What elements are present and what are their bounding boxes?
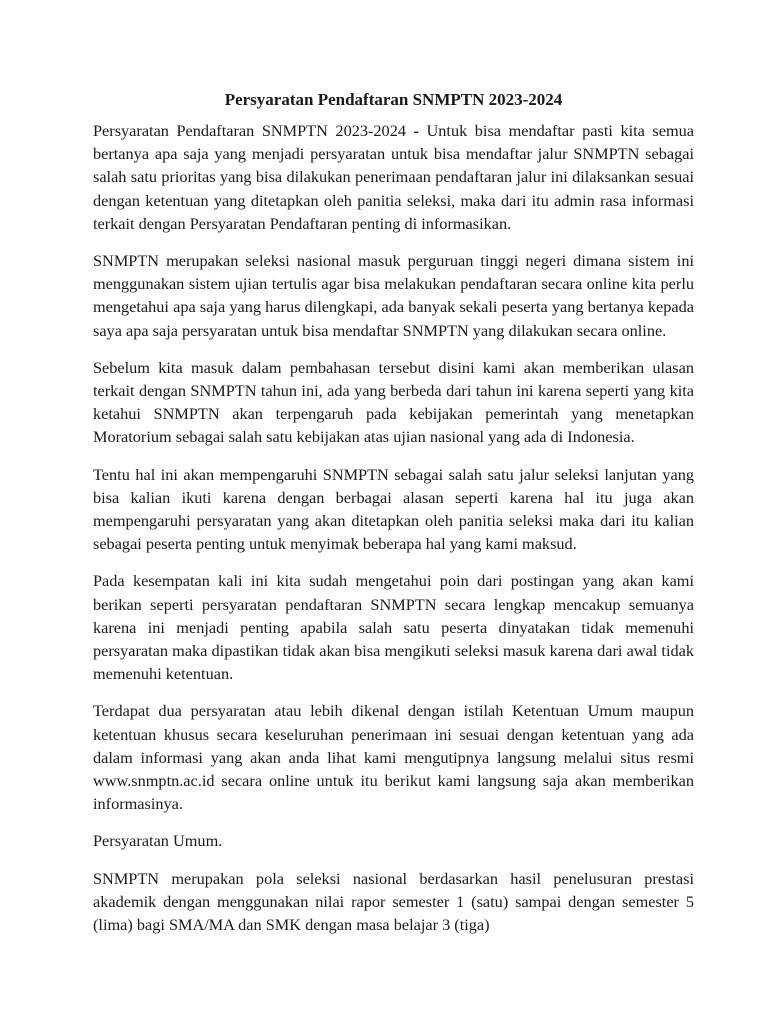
intro-separator: -	[405, 121, 427, 140]
paragraph: Tentu hal ini akan mempengaruhi SNMPTN sebagai salah satu jalur seleksi lanjutan yang bisa kalian ikuti karena dengan berbagai alasan seperti karena hal itu juga akan mempengaruhi persyaratan yang akan ditetapkan oleh panitia seleksi maka dari itu kalian sebagai peserta penting untuk menyimak beberapa hal yang kami maksud.	[93, 464, 694, 554]
paragraph: Pada kesempatan kali ini kita sudah mengetahui poin dari postingan yang akan kami berikan seperti persyaratan pendaftaran SNMPTN secara lengkap mencakup semuanya karena ini menjadi penting apabila salah satu peserta dinyatakan tidak memenuhi persyaratan maka dipastikan tidak akan bisa mengikuti seleksi masuk karena dari awal tidak memenuhi ketentuan.	[93, 571, 694, 684]
paragraph: Terdapat dua persyaratan atau lebih dikenal dengan istilah Ketentuan Umum maupun ketentuan khusus secara keseluruhan penerimaan ini sesuai dengan ketentuan yang ada dalam informasi yang akan anda lihat kami mengutipnya langsung melalui situs resmi www.snmptn.ac.id secara online untuk itu berikut kami langsung saja akan memberikan informasinya.	[93, 701, 694, 814]
section-heading: Persyaratan Umum.	[93, 831, 223, 851]
document-title: Persyaratan Pendaftaran SNMPTN 2023-2024	[224, 90, 563, 109]
paragraph: SNMPTN merupakan seleksi nasional masuk perguruan tinggi negeri dimana sistem ini menggunakan sistem ujian tertulis agar bisa melakukan pendaftaran secara online kita perlu mengetahui apa saja yang harus dilengkapi, ada banyak sekali peserta yang bertanya kepada saya apa saja persyaratan untuk bisa mendaftar SNMPTN yang dilakukan secara online.	[93, 251, 694, 340]
intro-text: Untuk bisa mendaftar pasti kita semua bertanya apa saja yang menjadi persyaratan untuk bisa mendaftar jalur SNMPTN sebagai salah satu prioritas yang bisa dilakukan penerimaan pendaftaran jalur ini dilaksankan sesuai dengan ketentuan yang ditetapkan oleh panitia seleksi, maka dari itu admin rasa informasi terkait dengan Persyaratan Pendaftaran penting di informasikan.	[93, 121, 695, 233]
paragraph: Sebelum kita masuk dalam pembahasan tersebut disini kami akan memberikan ulasan terkait dengan SNMPTN tahun ini, ada yang berbeda dari tahun ini karena seperti yang kita ketahui SNMPTN akan terpengaruh pada kebijakan pemerintah yang menetapkan Moratorium sebagai salah satu kebijakan atas ujian nasional yang ada di Indonesia.	[93, 357, 694, 447]
intro-paragraph	[93, 119, 694, 235]
intro-lead: Persyaratan Pendaftaran SNMPTN 2023-2024	[93, 121, 406, 140]
paragraph: SNMPTN merupakan pola seleksi nasional berdasarkan hasil penelusuran prestasi akademik dengan menggunakan nilai rapor semester 1 (satu) sampai dengan semester 5 (lima) bagi SMA/MA dan SMK dengan masa belajar 3 (tiga)	[93, 868, 694, 935]
